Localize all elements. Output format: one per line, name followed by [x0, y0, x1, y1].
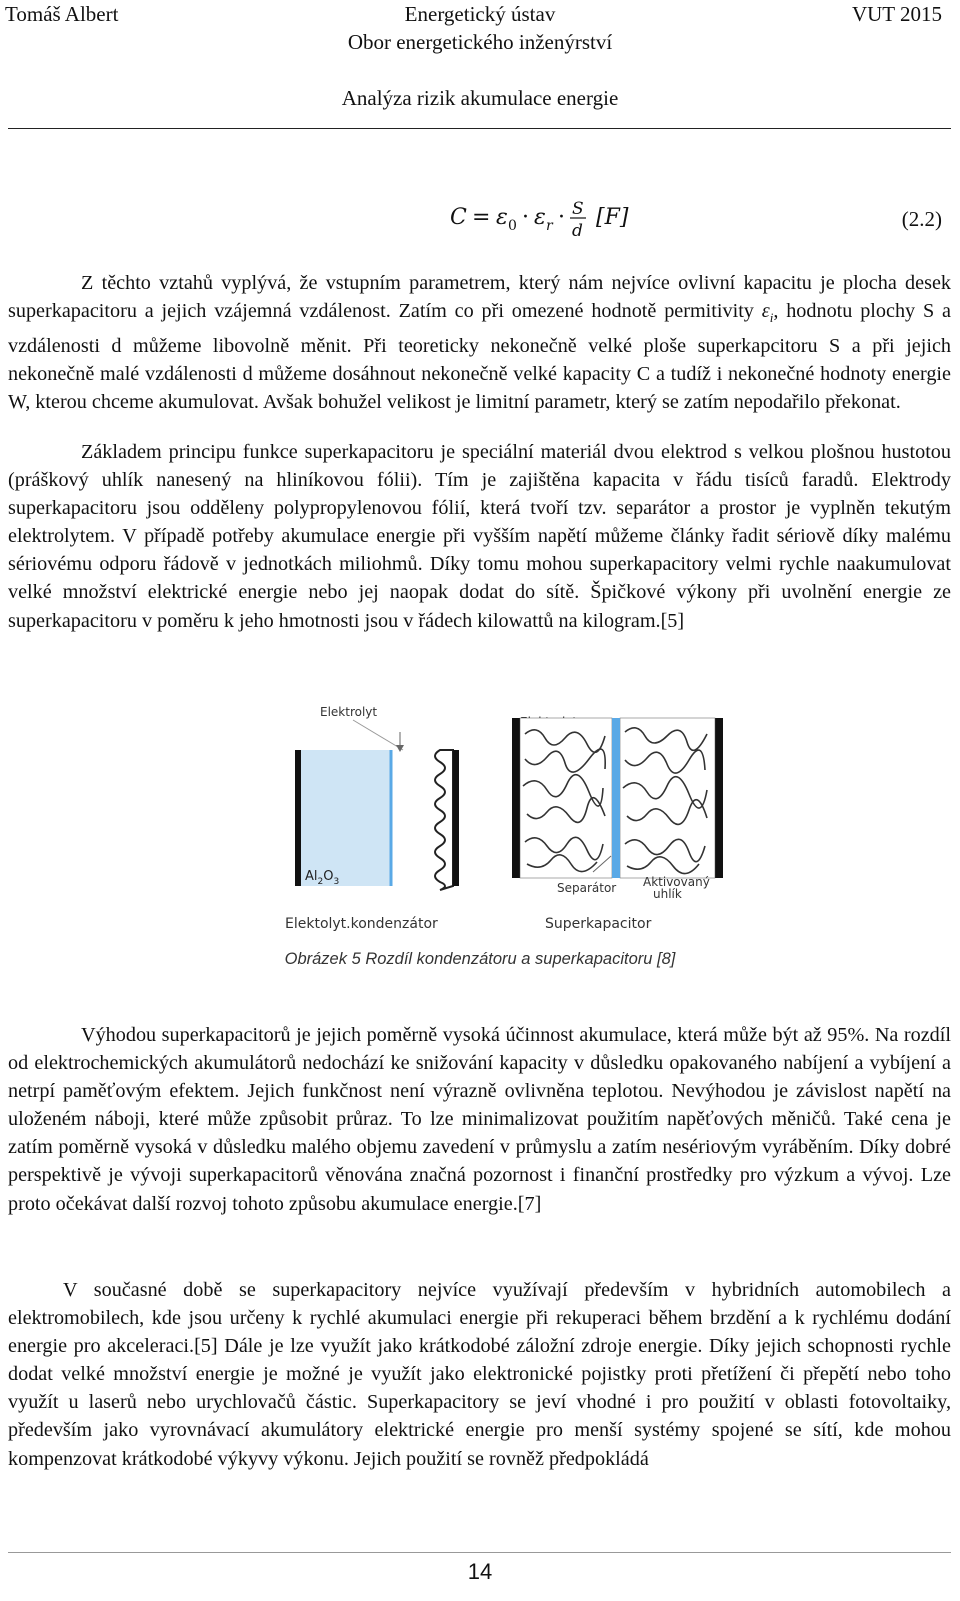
eq-denominator: d — [572, 221, 583, 241]
header-author: Tomáš Albert — [5, 2, 119, 26]
left-plate-right — [453, 750, 459, 886]
eq-dot-2: · — [558, 205, 565, 230]
left-plate-outer — [295, 750, 301, 886]
p1-epsilon: ε — [761, 300, 770, 323]
paragraph-4 — [8, 1276, 951, 1473]
equation-number: (2.2) — [901, 207, 942, 231]
eq-numerator: S — [572, 199, 584, 219]
left-oxide-sub1: 2 — [317, 877, 324, 887]
paragraph-1 — [8, 269, 951, 417]
eq-eps0: ε — [496, 205, 508, 230]
left-oxide-sub2: 3 — [333, 877, 340, 887]
right-plate-right — [715, 718, 723, 878]
p1-text-b: , hodnotu plochy S a vzdálenosti d můžeme libovolně měnit. Při teoreticky nekonečně velké ploše superkapcitoru S a při jejich nekonečně malé vzdálenosti d můžeme dosáhnout nekonečně velké kapacity C a tudíž i nekonečné hodnoty energie W, kterou chceme akumulovat. Avšak bohužel velikost je limitní parametr, který se zatím nepodařilo překonat. — [8, 300, 951, 414]
left-wavy-electrode — [435, 750, 453, 890]
p1-text-a: Z těchto vztahů vyplývá, že vstupním parametrem, který nám nejvíce ovlivní kapacitu je plocha desek superkapacitoru a jejich vzájemná vzdálenost. Zatím co při omezené hodnotě permitivity — [8, 272, 951, 323]
header-institute: Energetický ústav — [404, 2, 556, 26]
header-school: VUT 2015 — [851, 2, 942, 26]
left-oxide-al: Al — [305, 869, 318, 884]
eq-lhs: C — [450, 205, 467, 230]
eq-epsr: ε — [534, 205, 546, 230]
right-label-bottom: Superkapacitor — [545, 916, 652, 932]
eq-dot-1: · — [522, 205, 529, 230]
eq-equals: = — [472, 205, 491, 230]
right-diagram — [512, 715, 723, 932]
header-title: Analýza rizik akumulace energie — [341, 86, 619, 110]
right-separator — [612, 718, 620, 878]
capacitance-equation — [0, 198, 960, 248]
figure-svg — [275, 704, 735, 944]
header-field: Obor energetického inženýrství — [347, 30, 613, 54]
right-plate-left — [512, 718, 520, 878]
equation-svg — [450, 198, 650, 248]
page-number: 14 — [467, 1559, 493, 1584]
eq-unit: [F] — [596, 205, 629, 230]
left-oxide-o: O — [323, 869, 334, 884]
capacitor-comparison-figure — [275, 704, 735, 944]
right-carbon-left — [520, 718, 612, 878]
p4-text: V současné době se superkapacitory nejvíce využívají především v hybridních automobilech a elektromobilech, kde jsou určeny k rychlé akumulaci energie při rekuperaci během brzdění a k rychlému dodání energie pro akceleraci.[5] Dále je lze využít jako krátkodobé záložní zdroje energie. Díky jejich schopnosti rychle dodat velké množství energie je možné je využít jako elektronické pojistky proti přetížení či přepětí nebo toho využít u laserů nebo urychlovačů částic. Superkapacitory se jeví vhodné i pro použití v oblasti fotovoltaiky, především jako vyrovnávací akumulátory elektrické energie pro menší systémy spojené se sítí, kde mohou kompenzovat krátkodobé výkyvy výkonu. Jejich použití se rovněž předpokládá — [8, 1279, 951, 1470]
right-separator-label: Separátor — [557, 881, 617, 895]
paragraph-2 — [8, 438, 951, 635]
p3-text: Výhodou superkapacitorů je jejich poměrně vysoká účinnost akumulace, která může být až 95%. Na rozdíl od elektrochemických akumulátorů nedochází ke snižování kapacity v důsledku opakovaného nabíjení a vybíjení a netrpí paměťovým efektem. Jejich funkčnost není výrazně ovlivněna teplotou. Nevýhodou je závislost napětí na uloženém náboji, které může způsobit průraz. To lze minimalizovat použitím napěťových měničů. Také cena je zatím poměrně vysoká v důsledku malého objemu zavedení v průmyslu a zatím nesériovým vyráběním. Díky dobré perspektivě je vývoji superkapacitorů věnována značná pozornost i finanční prostředky pro výzkum a vývoj. Lze proto očekávat další rozvoj tohoto způsobu akumulace energie.[7] — [8, 1024, 951, 1215]
eq-eps0-sub: 0 — [508, 218, 517, 234]
p1-epsilon-sub: i — [769, 310, 774, 326]
left-pointer-line — [353, 720, 403, 750]
left-oxide-layer — [301, 750, 391, 886]
figure-caption: Obrázek 5 Rozdíl kondenzátoru a superkapacitoru [8] — [284, 950, 676, 968]
left-label-top: Elektrolyt — [320, 705, 378, 719]
left-diagram — [285, 705, 459, 932]
header-rule — [8, 128, 951, 129]
right-carbon-label-2: uhlík — [653, 887, 682, 901]
footer-rule — [8, 1552, 951, 1553]
right-carbon-label-1: Aktivovaný — [643, 875, 710, 889]
right-carbon-right — [620, 718, 715, 878]
left-label-bottom: Elektolyt.kondenzátor — [285, 916, 438, 932]
left-arrow-head — [396, 745, 404, 752]
eq-epsr-sub: r — [546, 218, 553, 234]
p2-text: Základem principu funkce superkapacitoru je speciální materiál dvou elektrod s velkou plošnou hustotou (práškový uhlík nanesený na hliníkovou fólii). Tím je zajištěna kapacita v řádu tisíců faradů. Elektrody superkapacitoru jsou odděleny polypropylenovou fólií, která tvoří tzv. separátor a prostor je vyplněn tekutým elektrolytem. V případě potřeby akumulace energie při vyšším napětí můžeme články řadit sériově díky malému sériovému odporu řádově v jednotkách miliohmů. Díky tomu mohou superkapacitory velmi rychle naakumulovat velké množství elektrické energie nebo jej naopak dodat do sítě. Špičkové výkony při uvolnění energie ze superkapacitoru v poměru k jeho hmotnosti jsou v řádech kilowattů na kilogram.[5] — [8, 441, 951, 632]
paragraph-3 — [8, 1021, 951, 1218]
